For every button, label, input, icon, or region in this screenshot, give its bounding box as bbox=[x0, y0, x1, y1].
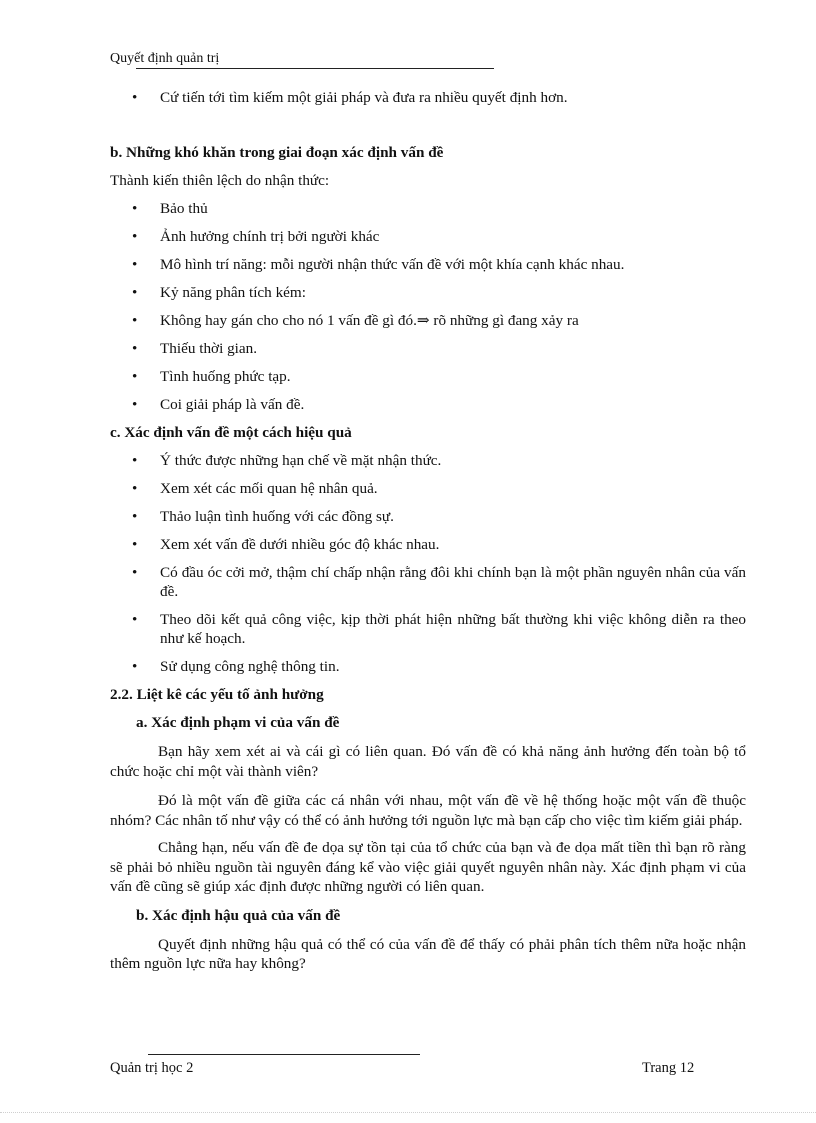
bullet-icon: • bbox=[132, 340, 138, 357]
list-item bbox=[110, 657, 746, 676]
footer-rule bbox=[148, 1054, 420, 1055]
list-item-text: Không hay gán cho cho nó 1 vấn đề gì đó.⇒ rõ những gì đang xảy ra bbox=[160, 312, 579, 329]
header-rule bbox=[136, 68, 494, 69]
bullet-icon: • bbox=[132, 89, 138, 106]
page-number: Trang 12 bbox=[642, 1060, 695, 1076]
footer-left: Quản trị học 2 bbox=[110, 1060, 194, 1076]
paragraph: Quyết định những hậu quả có thể có của vấn đề để thấy có phải phân tích thêm nữa hoặc nhận thêm nguồn lực nữa hay không? bbox=[110, 935, 746, 972]
bullet-icon: • bbox=[132, 312, 138, 329]
list-item bbox=[110, 88, 746, 107]
list-item-text: Ý thức được những hạn chế về mặt nhận thức. bbox=[160, 452, 442, 469]
list-item-text: Xem xét vấn đề dưới nhiều góc độ khác nhau. bbox=[160, 536, 440, 553]
list-item bbox=[110, 507, 746, 526]
section-heading: b. Những khó khăn trong giai đoạn xác định vấn đề bbox=[110, 144, 444, 161]
list-item-text: Tình huống phức tạp. bbox=[160, 368, 291, 385]
list-item bbox=[110, 339, 746, 358]
list-item-text: Coi giải pháp là vấn đề. bbox=[160, 396, 305, 413]
list-item bbox=[110, 395, 746, 414]
bullet-icon: • bbox=[132, 536, 138, 553]
paragraph: Đó là một vấn đề giữa các cá nhân với nhau, một vấn đề về hệ thống hoặc một vấn đề thuộc nhóm? Các nhân tố như vậy có thể có ảnh hưởng tới nguồn lực mà bạn cấp cho việc tìm kiếm giải pháp. bbox=[110, 792, 746, 829]
bullet-icon: • bbox=[132, 228, 138, 245]
paragraph: Chẳng hạn, nếu vấn đề đe dọa sự tồn tại của tổ chức của bạn và đe dọa mất tiền thì bạn rõ ràng sẽ phải bỏ nhiều nguồn tài nguyên đáng kể vào việc giải quyết nguyên nhân này. Xác định phạm vi của vấn đề cũng sẽ giúp xác định được những người có liên quan. bbox=[110, 839, 746, 895]
list-item-text: Mô hình trí năng: mỗi người nhận thức vấn đề với một khía cạnh khác nhau. bbox=[160, 256, 625, 273]
list-item bbox=[110, 227, 746, 246]
list-item bbox=[110, 610, 746, 648]
section-heading: 2.2. Liệt kê các yếu tố ảnh hưởng bbox=[110, 686, 324, 703]
list-item bbox=[110, 563, 746, 601]
header-title: Quyết định quản trị bbox=[110, 51, 220, 66]
bullet-icon: • bbox=[132, 611, 138, 628]
bullet-icon: • bbox=[132, 284, 138, 301]
list-item bbox=[110, 283, 746, 302]
list-item bbox=[110, 255, 746, 274]
subsection-heading: b. Xác định hậu quả của vấn đề bbox=[136, 906, 341, 924]
section-intro: Thành kiến thiên lệch do nhận thức: bbox=[110, 172, 330, 189]
section-heading: c. Xác định vấn đề một cách hiệu quả bbox=[110, 424, 352, 441]
list-item-text: Kỷ năng phân tích kém: bbox=[160, 284, 306, 301]
bullet-icon: • bbox=[132, 480, 138, 497]
bullet-icon: • bbox=[132, 368, 138, 385]
bullet-icon: • bbox=[132, 200, 138, 217]
list-item bbox=[110, 535, 746, 554]
bullet-icon: • bbox=[132, 256, 138, 273]
bullet-icon: • bbox=[132, 396, 138, 413]
list-item-text: Thảo luận tình huống với các đồng sự. bbox=[160, 508, 394, 525]
bullet-icon: • bbox=[132, 564, 138, 581]
subsection-heading: a. Xác định phạm vi của vấn đề bbox=[136, 714, 340, 731]
list-item-text: Xem xét các mối quan hệ nhân quả. bbox=[160, 480, 378, 497]
list-item bbox=[110, 451, 746, 470]
list-item-text: Theo dõi kết quả công việc, kịp thời phát hiện những bất thường khi việc không diễn ra theo như kế hoạch. bbox=[160, 611, 746, 647]
page-body bbox=[110, 86, 746, 974]
paragraph: Bạn hãy xem xét ai và cái gì có liên quan. Đó vấn đề có khả năng ảnh hưởng đến toàn bộ tổ chức hoặc chỉ một vài thành viên? bbox=[110, 743, 746, 780]
page-header bbox=[110, 50, 494, 70]
list-item bbox=[110, 367, 746, 386]
bullet-icon: • bbox=[132, 658, 138, 675]
bullet-icon: • bbox=[132, 508, 138, 525]
page-bottom-border bbox=[0, 1112, 816, 1113]
list-item-text: Thiếu thời gian. bbox=[160, 340, 258, 357]
bullet-icon: • bbox=[132, 452, 138, 469]
list-item-text: Có đầu óc cởi mở, thậm chí chấp nhận rằng đôi khi chính bạn là một phần nguyên nhân của vấn đề. bbox=[160, 564, 746, 600]
list-item-text: Ảnh hưởng chính trị bởi người khác bbox=[160, 228, 380, 245]
list-item-text: Bảo thủ bbox=[160, 200, 208, 217]
list-item bbox=[110, 479, 746, 498]
list-item bbox=[110, 199, 746, 218]
list-item-text: Sử dụng công nghệ thông tin. bbox=[160, 658, 340, 675]
list-item-text: Cứ tiến tới tìm kiếm một giải pháp và đưa ra nhiều quyết định hơn. bbox=[160, 89, 568, 106]
list-item bbox=[110, 311, 746, 330]
